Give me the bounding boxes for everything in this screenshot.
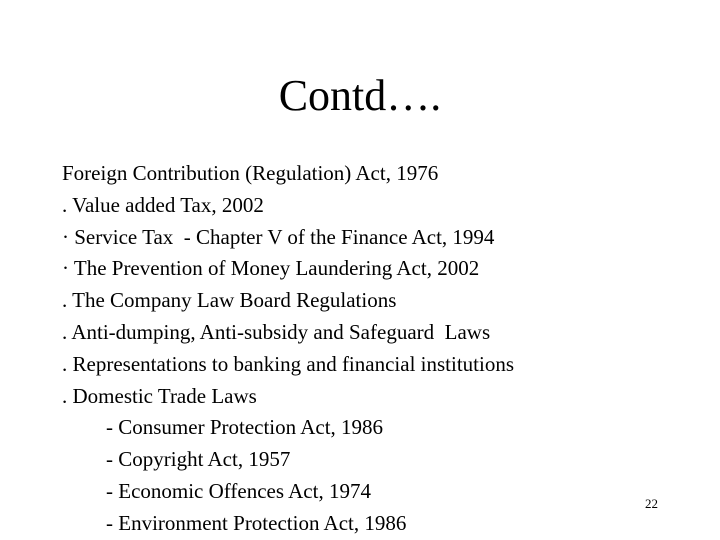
sub-list-item: - Copyright Act, 1957	[106, 447, 291, 472]
list-item: Foreign Contribution (Regulation) Act, 1976	[62, 161, 439, 185]
sub-list-item: - Consumer Protection Act, 1986	[106, 415, 384, 440]
list-item: . The Company Law Board Regulations	[62, 288, 397, 313]
list-item: . Anti-dumping, Anti-subsidy and Safeguard Laws	[62, 319, 491, 344]
sub-list-item: - Economic Offences Act, 1974	[106, 478, 371, 503]
slide-title: Contd….	[278, 71, 442, 120]
list-item: · Service Tax - Chapter V of the Finance Act, 1994	[62, 224, 495, 249]
list-item: . Representations to banking and financial institutions	[62, 351, 515, 376]
slide-body-list	[62, 158, 514, 540]
sub-list-item: - Environment Protection Act, 1986	[106, 510, 407, 535]
list-item: . Domestic Trade Laws	[62, 383, 257, 408]
list-item: . Value added Tax, 2002	[62, 192, 264, 217]
list-item: · The Prevention of Money Laundering Act, 2002	[62, 256, 480, 281]
page-number: 22	[645, 496, 658, 511]
